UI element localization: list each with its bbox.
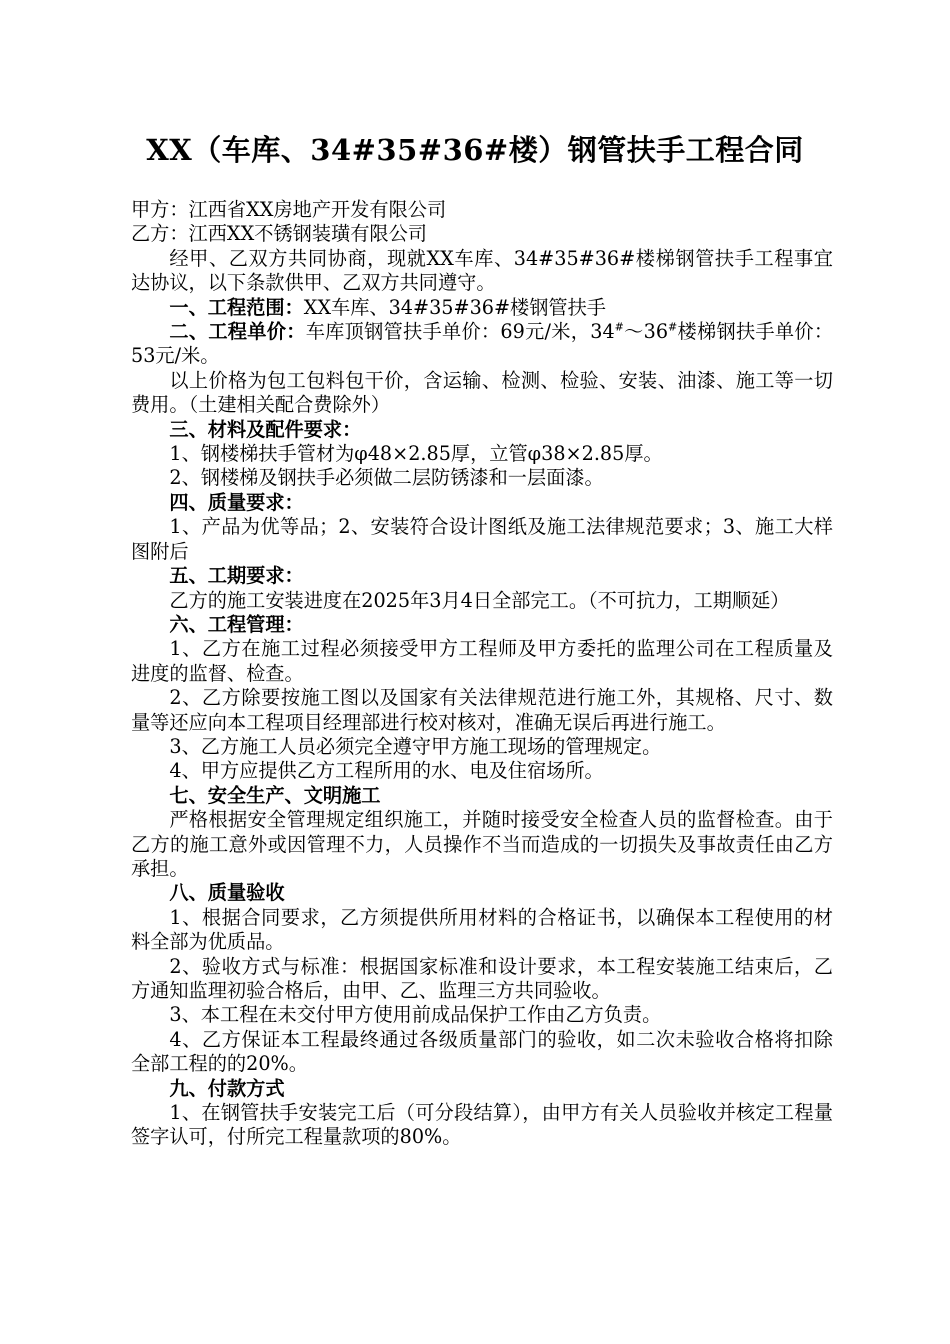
section-9-item-1: 1、在钢管扶手安装完工后（可分段结算），由甲方有关人员验收并核定工程量签字认可，付所完工程量款项的80%。: [131, 1101, 833, 1149]
section-2: [131, 320, 833, 369]
section-6-item-1: 1、乙方在施工过程必须接受甲方工程师及甲方委托的监理公司在工程质量及进度的监督、检查。: [131, 637, 833, 685]
section-2-heading: 二、工程单价：: [169, 320, 306, 344]
section-8-item-2: 2、验收方式与标准：根据国家标准和设计要求，本工程安装施工结束后，乙方通知监理初验合格后，由甲、乙、监理三方共同验收。: [131, 954, 833, 1002]
section-7-text: 严格根据安全管理规定组织施工，并随时接受安全检查人员的监督检查。由于乙方的施工意外或因管理不力，人员操作不当而造成的一切损失及事故责任由乙方承担。: [131, 808, 833, 880]
section-2-text-3: 楼梯钢扶手单价：53元/米。: [131, 320, 834, 368]
section-3-item-1: 1、钢楼梯扶手管材为φ48×2.85厚，立管φ38×2.85厚。: [169, 442, 663, 466]
contract-body: [131, 198, 833, 1150]
section-2-text-1: 车库顶钢管扶手单价：69元/米，34: [305, 320, 615, 344]
section-8-item-1: 1、根据合同要求，乙方须提供所用材料的合格证书，以确保本工程使用的材料全部为优质品。: [131, 905, 833, 954]
section-8-heading: 八、质量验收: [169, 881, 285, 905]
section-6-heading: 六、工程管理：: [169, 612, 304, 636]
section-3-item-2: 2、钢楼梯及钢扶手必须做二层防锈漆和一层面漆。: [169, 466, 604, 490]
section-8-item-4: 4、乙方保证本工程最终通过各级质量部门的验收，如二次未验收合格将扣除全部工程的的20%。: [131, 1027, 833, 1076]
party-a: 甲方：江西省XX房地产开发有限公司: [131, 198, 447, 221]
section-1: [131, 296, 833, 320]
section-5-heading: 五、工期要求：: [169, 564, 304, 588]
section-5-text: 乙方的施工安装进度在2025年3月4日全部完工。（不可抗力，工期顺延）: [169, 588, 790, 612]
section-2-sup-2: #: [668, 320, 678, 334]
section-2-note: 以上价格为包工包料包干价，含运输、检测、检验、安装、油漆、施工等一切费用。（土建相关配合费除外）: [131, 368, 833, 417]
section-1-heading: 一、工程范围：: [169, 295, 304, 319]
section-1-text: XX车库、34#35#36#楼钢管扶手: [303, 295, 606, 319]
section-6-item-2: 2、乙方除要按施工图以及国家有关法律规范进行施工外，其规格、尺寸、数量等还应向本工程项目经理部进行校对核对，准确无误后再进行施工。: [131, 686, 833, 734]
section-4-text: 1、产品为优等品；2、安装符合设计图纸及施工法律规范要求；3、施工大样图附后: [131, 515, 833, 563]
section-2-sup-1: #: [614, 320, 624, 334]
document-title: XX（车库、34#35#36#楼）钢管扶手工程合同: [146, 133, 804, 167]
section-9-heading: 九、付款方式: [169, 1076, 285, 1100]
intro-paragraph: 经甲、乙双方共同协商，现就XX车库、34#35#36#楼梯钢管扶手工程事宜达协议，以下条款供甲、乙双方共同遵守。: [131, 246, 833, 295]
section-6-item-3: 3、乙方施工人员必须完全遵守甲方施工现场的管理规定。: [169, 734, 662, 758]
section-6-item-4: 4、甲方应提供乙方工程所用的水、电及住宿场所。: [169, 759, 604, 783]
section-8-item-3: 3、本工程在未交付甲方使用前成品保护工作由乙方负责。: [169, 1003, 662, 1027]
section-7-heading: 七、安全生产、文明施工: [169, 783, 381, 807]
section-2-text-2: ～36: [623, 320, 669, 344]
party-b: 乙方：江西XX不锈钢装璜有限公司: [131, 222, 427, 246]
section-4-heading: 四、质量要求：: [169, 490, 304, 514]
section-3-heading: 三、材料及配件要求：: [169, 417, 362, 441]
